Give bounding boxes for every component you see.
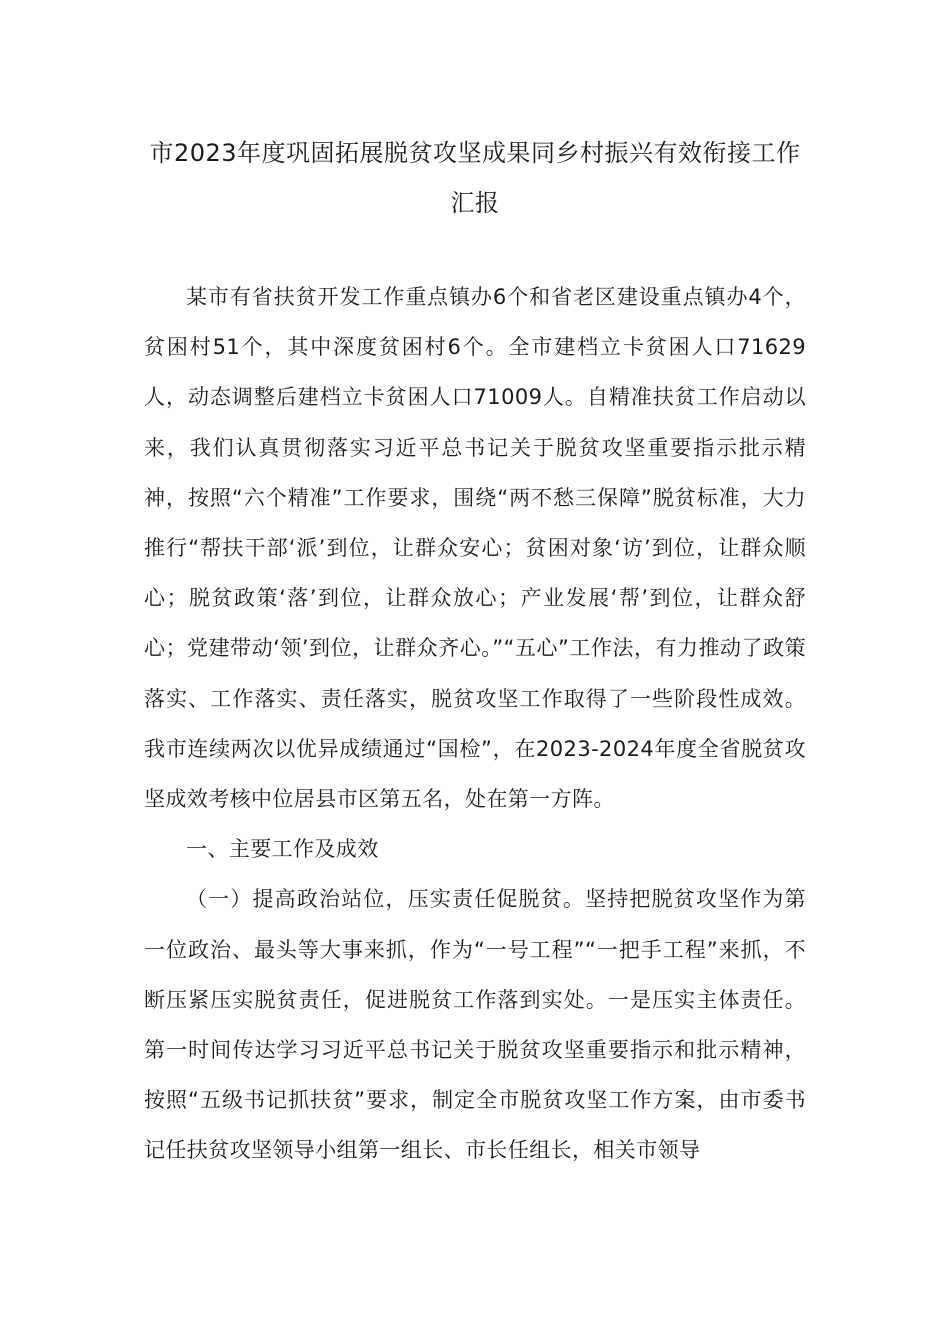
section-heading: 一、主要工作及成效 xyxy=(186,837,379,862)
paragraph-intro: 某市有省扶贫开发工作重点镇办6个和省老区建设重点镇办4个，贫困村51个，其中深度贫困村6个。全市建档立卡贫困人口71629人，动态调整后建档立卡贫困人口71009人。自精准扶贫工作启动以来，我们认真贯彻落实习近平总书记关于脱贫攻坚重要指示批示精神，按照“六个精准”工作要求，围绕“两不愁三保障”脱贫标准，大力推行“帮扶干部‘派’到位，让群众安心；贫困对象‘访’到位，让群众顺心；脱贫政策‘落’到位，让群众放心；产业发展‘帮’到位，让群众舒心；党建带动‘领’到位，让群众齐心。”“五心”工作法，有力推动了政策落实、工作落实、责任落实，脱贫攻坚工作取得了一些阶段性成效。我市连续两次以优异成绩通过“国检”，在2023-2024年度全省脱贫攻坚成效考核中位居县市区第五名，处在第一方阵。 xyxy=(144,285,806,812)
document-title: 市2023年度巩固拓展脱贫攻坚成果同乡村振兴有效衔接工作汇报 xyxy=(149,139,801,217)
paragraph-subsection-1: （一）提高政治站位，压实责任促脱贫。坚持把脱贫攻坚作为第一位政治、最头等大事来抓，作为“一号工程”“一把手工程”来抓，不断压紧压实脱贫责任，促进脱贫工作落到实处。一是压实主体责任。第一时间传达学习习近平总书记关于脱贫攻坚重要指示和批示精神，按照“五级书记抓扶贫”要求，制定全市脱贫攻坚工作方案，由市委书记任扶贫攻坚领导小组第一组长、市长任组长，相关市领导 xyxy=(144,887,806,1163)
document-body xyxy=(144,272,806,1176)
